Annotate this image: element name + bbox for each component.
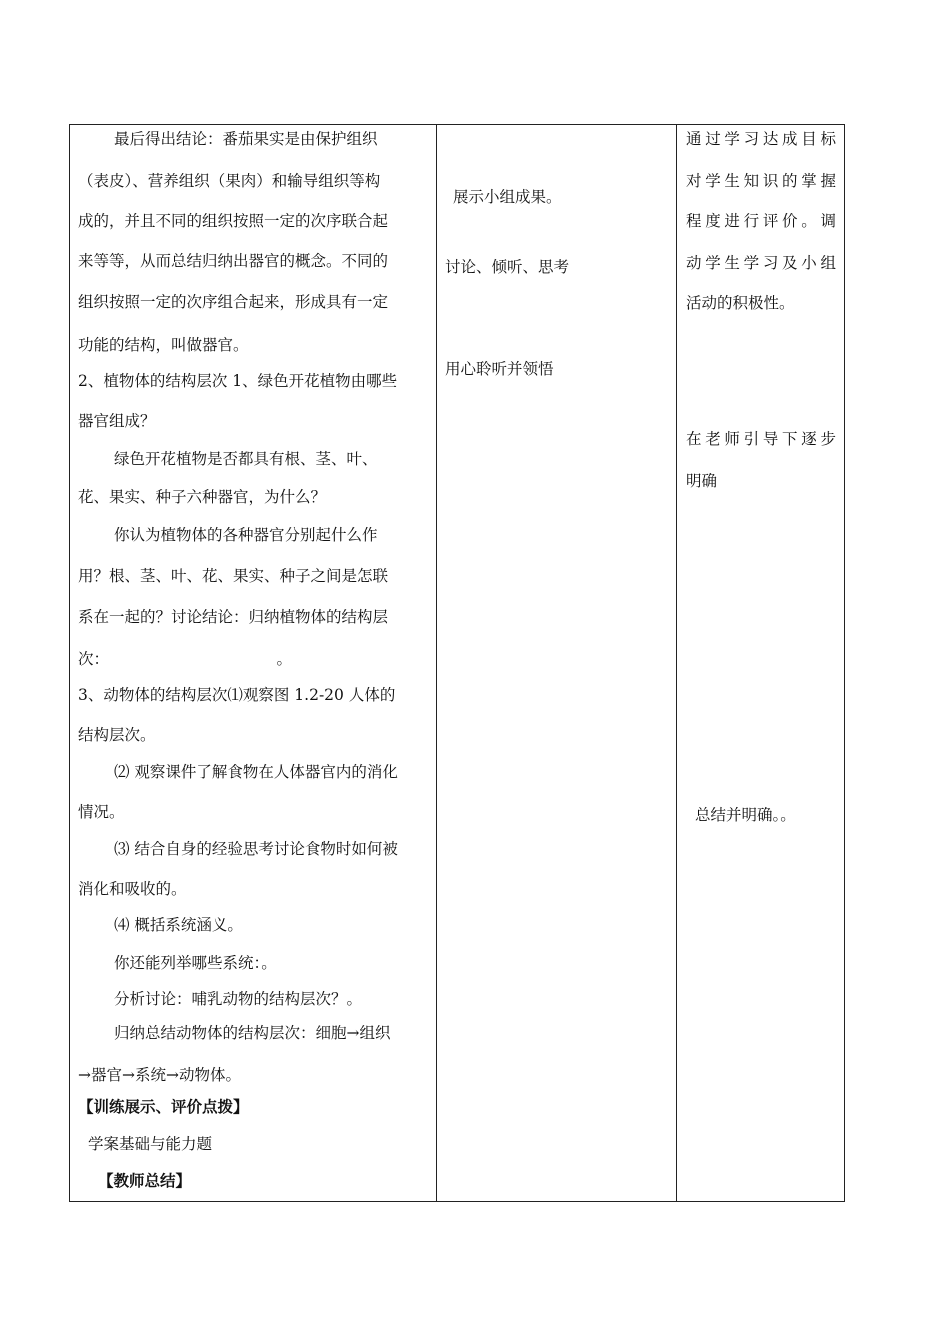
content-line: ⑷ 概括系统涵义。 bbox=[114, 916, 243, 934]
content-line: 绿色开花植物是否都具有根、茎、叶、 bbox=[114, 450, 378, 468]
content-line: 消化和吸收的。 bbox=[78, 880, 187, 898]
content-line: →器官→系统→动物体。 bbox=[78, 1066, 241, 1084]
content-line: 3、动物体的结构层次⑴观察图 1.2-20 人体的 bbox=[78, 686, 396, 704]
content-line: 次： 。 bbox=[78, 650, 293, 668]
section-heading: 【训练展示、评价点拨】 bbox=[78, 1098, 249, 1116]
student-activity-cell bbox=[437, 125, 676, 1201]
content-line: 你认为植物体的各种器官分别起什么作 bbox=[114, 526, 378, 544]
content-line: 器官组成？ bbox=[78, 412, 156, 430]
content-line: ⑶ 结合自身的经验思考讨论食物时如何被 bbox=[114, 840, 398, 858]
intent-line: 程度进行评价。调 bbox=[686, 212, 836, 230]
activity-line: 展示小组成果。 bbox=[453, 188, 562, 206]
content-line: 情况。 bbox=[78, 803, 125, 821]
content-line: 系在一起的？讨论结论：归纳植物体的结构层 bbox=[78, 608, 389, 626]
intent-line: 通过学习达成目标 bbox=[686, 130, 836, 148]
intent-line: 动学生学习及小组 bbox=[686, 254, 836, 272]
section-heading: 【教师总结】 bbox=[98, 1172, 192, 1190]
content-line: 最后得出结论：番茄果实是由保护组织 bbox=[114, 130, 378, 148]
design-intent-cell bbox=[677, 125, 845, 1201]
content-line: 归纳总结动物体的结构层次：细胞→组织 bbox=[114, 1024, 391, 1042]
intent-line: 对学生知识的掌握 bbox=[686, 172, 836, 190]
content-line: 2、植物体的结构层次 1、绿色开花植物由哪些 bbox=[78, 372, 398, 390]
intent-line: 明确 bbox=[686, 472, 718, 490]
content-line: ⑵ 观察课件了解食物在人体器官内的消化 bbox=[114, 763, 398, 781]
content-line: 来等等，从而总结归纳出器官的概念。不同的 bbox=[78, 252, 389, 270]
activity-line: 讨论、倾听、思考 bbox=[445, 258, 570, 276]
content-line: 你还能列举哪些系统：。 bbox=[114, 954, 277, 972]
content-line: 分析讨论：哺乳动物的结构层次？。 bbox=[114, 990, 363, 1008]
content-line: 花、果实、种子六种器官，为什么？ bbox=[78, 488, 327, 506]
activity-line: 用心聆听并领悟 bbox=[445, 360, 554, 378]
intent-line: 活动的积极性。 bbox=[686, 294, 795, 312]
content-line: 组织按照一定的次序组合起来，形成具有一定 bbox=[78, 293, 389, 311]
intent-line: 在老师引导下逐步 bbox=[686, 430, 836, 448]
content-line: 成的，并且不同的组织按照一定的次序联合起 bbox=[78, 212, 389, 230]
intent-line: 总结并明确。。 bbox=[695, 806, 796, 824]
teaching-content-cell bbox=[70, 125, 436, 1201]
content-line: 用？根、茎、叶、花、果实、种子之间是怎联 bbox=[78, 567, 389, 585]
content-line: （表皮）、营养组织（果肉）和输导组织等构 bbox=[78, 172, 381, 190]
content-line: 功能的结构，叫做器官。 bbox=[78, 336, 249, 354]
content-line: 结构层次。 bbox=[78, 726, 156, 744]
content-line: 学案基础与能力题 bbox=[88, 1135, 213, 1153]
lesson-table bbox=[69, 124, 845, 1202]
